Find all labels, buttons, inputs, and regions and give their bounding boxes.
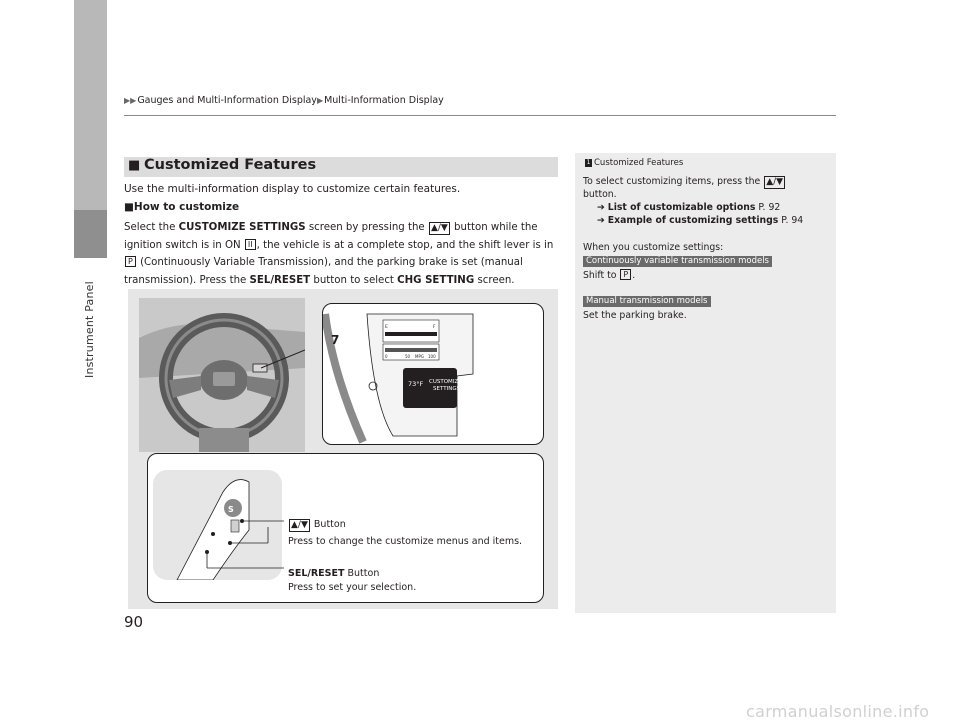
para-text: screen. <box>474 274 515 286</box>
header-rule <box>124 115 836 116</box>
up-down-button-icon: ▲/▼ <box>766 177 784 187</box>
side-note-text: To select customizing items, press the <box>583 176 761 187</box>
section-square-icon: ■ <box>128 158 141 173</box>
para-text: Select the <box>124 222 179 233</box>
watermark: carmanualsonline.info <box>746 702 930 721</box>
para-bold: CHG SETTING <box>397 274 475 286</box>
gauge-label: MPG <box>415 354 424 359</box>
park-key-icon: P <box>620 269 631 280</box>
steering-wheel-illustration <box>139 298 305 452</box>
gauge-label: 0 <box>385 354 388 359</box>
svg-text:S: S <box>228 505 234 514</box>
note-number-icon: 1 <box>586 159 591 166</box>
instrument-display-illustration <box>323 304 543 444</box>
xref-arrow-icon: ➔ <box>597 202 605 213</box>
svg-text:7: 7 <box>331 333 340 347</box>
chapter-label: Instrument Panel <box>83 281 96 378</box>
intro-text: Use the multi-information display to customize certain features. <box>124 183 461 195</box>
xref-page[interactable]: P. 92 <box>758 202 781 213</box>
updown-button-desc: Press to change the customize menus and items. <box>288 536 523 547</box>
gauge-label: 50 <box>405 354 411 359</box>
park-key-icon: P <box>125 256 136 267</box>
display-callout <box>322 303 544 445</box>
side-note-line: Set the parking brake. <box>583 310 687 321</box>
page-number: 90 <box>124 613 144 631</box>
para-text: button while the ignition switch is in ON <box>124 222 538 251</box>
breadcrumb-arrow-icon: ▶▶ <box>124 96 137 105</box>
steering-buttons-illustration <box>153 470 282 580</box>
manual-models-badge: Manual transmission models <box>583 296 711 307</box>
breadcrumb-item[interactable]: Multi-Information Display <box>324 95 444 106</box>
xref-page[interactable]: P. 94 <box>781 215 804 226</box>
xref-link[interactable] <box>597 201 780 214</box>
subheading-text: How to customize <box>133 201 240 213</box>
ignition-key-icon: II <box>245 239 256 250</box>
gauge-label: 100 <box>428 354 436 359</box>
up-down-button-icon: ▲/▼ <box>291 520 308 530</box>
display-text-line1: CUSTOMIZE <box>429 379 462 385</box>
xref-arrow-icon: ➔ <box>597 215 605 226</box>
para-text: button to select <box>310 274 398 286</box>
side-note-text: Shift to <box>583 270 617 281</box>
display-text-line2: SETTINGS <box>433 386 461 392</box>
para-bold: CUSTOMIZE SETTINGS <box>178 222 306 233</box>
gauge-label: F <box>433 325 436 330</box>
xref-label[interactable]: Example of customizing settings <box>607 215 779 226</box>
side-note-line: When you customize settings: <box>583 242 724 253</box>
dashboard-photo <box>139 298 305 452</box>
instructions-paragraph <box>124 219 558 289</box>
xref-label[interactable]: List of customizable options <box>607 202 756 213</box>
side-note-heading-text: Customized Features <box>594 158 684 168</box>
para-text: screen by pressing the <box>305 222 428 233</box>
up-down-button-icon: ▲/▼ <box>430 223 448 233</box>
button-detail-inset <box>153 470 282 580</box>
breadcrumb-arrow-icon: ▶ <box>316 96 324 105</box>
display-temperature: 73°F <box>408 380 424 388</box>
sel-reset-label <box>288 567 379 581</box>
gauge-label: E <box>385 325 388 330</box>
updown-button-text: Button <box>313 519 346 530</box>
breadcrumb <box>124 95 444 106</box>
side-note-line: Shift to P . <box>583 270 636 281</box>
xref-link[interactable] <box>597 214 803 227</box>
side-note-line <box>583 175 786 189</box>
side-note-line: button. <box>583 189 617 200</box>
sel-reset-bold: SEL/RESET <box>288 568 345 579</box>
cvt-models-badge: Continuously variable transmission models <box>583 256 772 267</box>
side-note-heading <box>585 158 683 168</box>
para-text: , the vehicle is at a complete stop, and the shift lever is in <box>256 239 554 251</box>
updown-button-label <box>288 518 346 532</box>
para-text: (Continuously Variable Transmission), and the parking brake is set (manual transmission). Press the <box>124 257 523 286</box>
sel-reset-button-text: Button <box>347 568 380 579</box>
section-title: Customized Features <box>144 157 317 173</box>
sel-reset-desc: Press to set your selection. <box>288 582 417 593</box>
chapter-tab[interactable] <box>74 210 107 258</box>
section-header <box>124 157 558 177</box>
breadcrumb-item[interactable]: Gauges and Multi-Information Display <box>137 95 317 106</box>
para-bold: SEL/RESET <box>249 274 311 286</box>
subheading: ■How to customize <box>124 201 240 213</box>
